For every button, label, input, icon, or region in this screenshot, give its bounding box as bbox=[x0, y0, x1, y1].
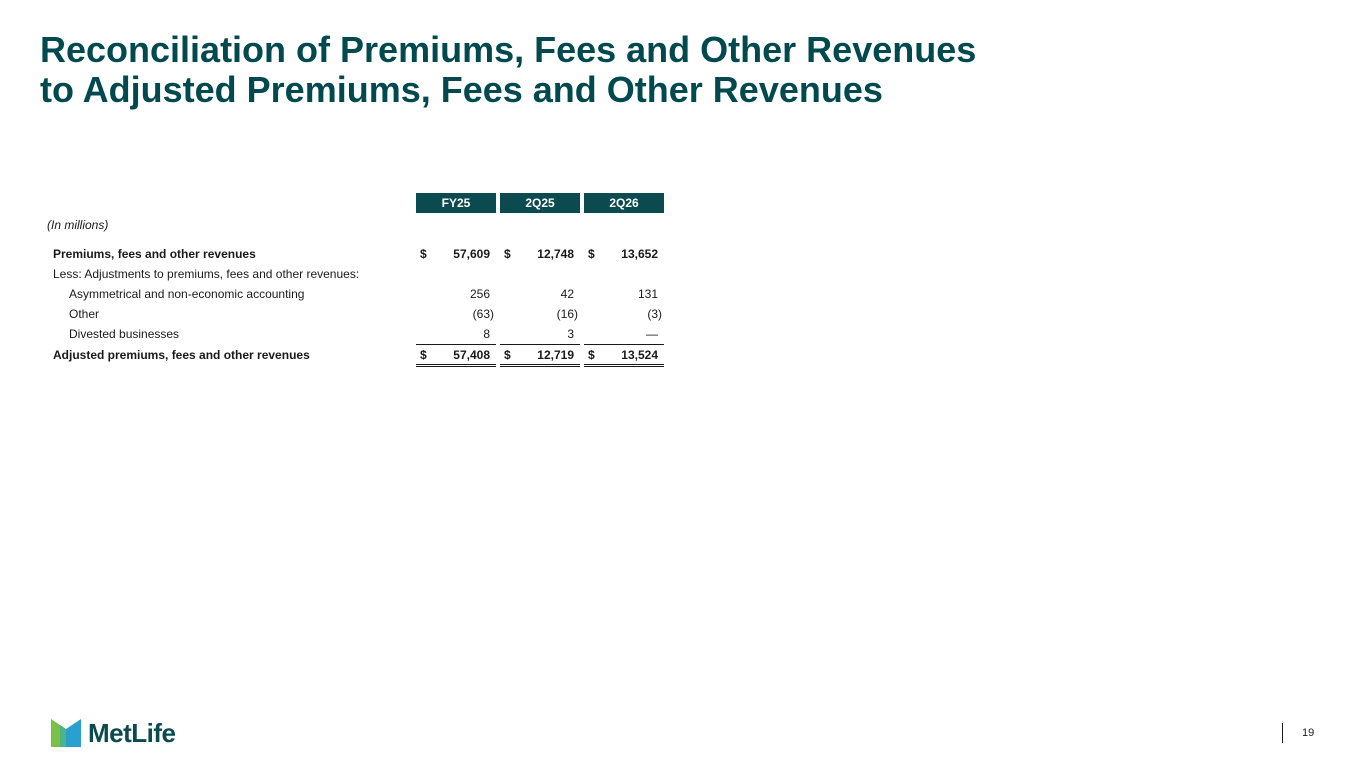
row-label: Divested businesses bbox=[69, 327, 180, 341]
dollar-sign: $ bbox=[504, 348, 511, 362]
cell-2q26 bbox=[584, 345, 664, 367]
row-label: Adjusted premiums, fees and other revenues bbox=[53, 348, 310, 362]
units-note: (In millions) bbox=[47, 218, 109, 232]
table-row-asymmetrical bbox=[47, 284, 667, 304]
cell-value: 12,719 bbox=[537, 348, 574, 362]
dollar-sign: $ bbox=[504, 247, 511, 261]
page-title bbox=[40, 30, 976, 110]
cell-2q25 bbox=[500, 244, 580, 264]
table-row-divested bbox=[47, 324, 667, 344]
page-number-divider bbox=[1282, 723, 1283, 743]
cell-2q26 bbox=[584, 284, 664, 304]
cell-2q25 bbox=[500, 304, 580, 324]
cell-fy25 bbox=[416, 284, 496, 304]
cell-value: 13,652 bbox=[621, 247, 658, 261]
cell-value: (3) bbox=[647, 307, 662, 321]
cell-fy25 bbox=[416, 324, 496, 345]
cell-2q25 bbox=[500, 324, 580, 345]
table-row-adjusted-total bbox=[47, 345, 667, 365]
row-label: Less: Adjustments to premiums, fees and other revenues: bbox=[53, 267, 360, 281]
dollar-sign: $ bbox=[420, 247, 427, 261]
cell-fy25 bbox=[416, 244, 496, 264]
dollar-sign: $ bbox=[420, 348, 427, 362]
table-row-premiums bbox=[47, 244, 667, 264]
table-row-less-adjustments bbox=[47, 264, 667, 284]
cell-value: 12,748 bbox=[537, 247, 574, 261]
page-number: 19 bbox=[1302, 727, 1315, 739]
row-label: Other bbox=[69, 307, 100, 321]
cell-value: 256 bbox=[469, 287, 490, 301]
cell-2q26 bbox=[584, 304, 664, 324]
cell-2q25 bbox=[500, 284, 580, 304]
table-row-other bbox=[47, 304, 667, 324]
column-header-2q26: 2Q26 bbox=[584, 193, 664, 213]
cell-2q26 bbox=[584, 244, 664, 264]
dollar-sign: $ bbox=[588, 348, 595, 362]
logo-wordmark: MetLife bbox=[88, 718, 176, 748]
column-header-2q25: 2Q25 bbox=[500, 193, 580, 213]
column-header-fy25: FY25 bbox=[416, 193, 496, 213]
cell-2q26 bbox=[584, 324, 664, 345]
title-line-1: Reconciliation of Premiums, Fees and Other Revenues bbox=[40, 29, 977, 70]
cell-value: 131 bbox=[637, 287, 658, 301]
row-label: Asymmetrical and non-economic accounting bbox=[69, 287, 305, 301]
cell-value: 8 bbox=[483, 327, 490, 341]
cell-value: 57,609 bbox=[453, 247, 490, 261]
cell-value: (16) bbox=[556, 307, 578, 321]
cell-value: 3 bbox=[567, 327, 574, 341]
cell-value: 42 bbox=[560, 287, 574, 301]
title-line-2: to Adjusted Premiums, Fees and Other Revenues bbox=[40, 69, 883, 110]
cell-value: 57,408 bbox=[453, 348, 490, 362]
metlife-logo-icon bbox=[51, 719, 81, 747]
cell-value: 13,524 bbox=[621, 348, 658, 362]
cell-fy25 bbox=[416, 304, 496, 324]
cell-value: (63) bbox=[472, 307, 494, 321]
dollar-sign: $ bbox=[588, 247, 595, 261]
cell-fy25 bbox=[416, 345, 496, 367]
row-label: Premiums, fees and other revenues bbox=[53, 247, 256, 261]
cell-value: — bbox=[646, 327, 658, 341]
cell-2q25 bbox=[500, 345, 580, 367]
